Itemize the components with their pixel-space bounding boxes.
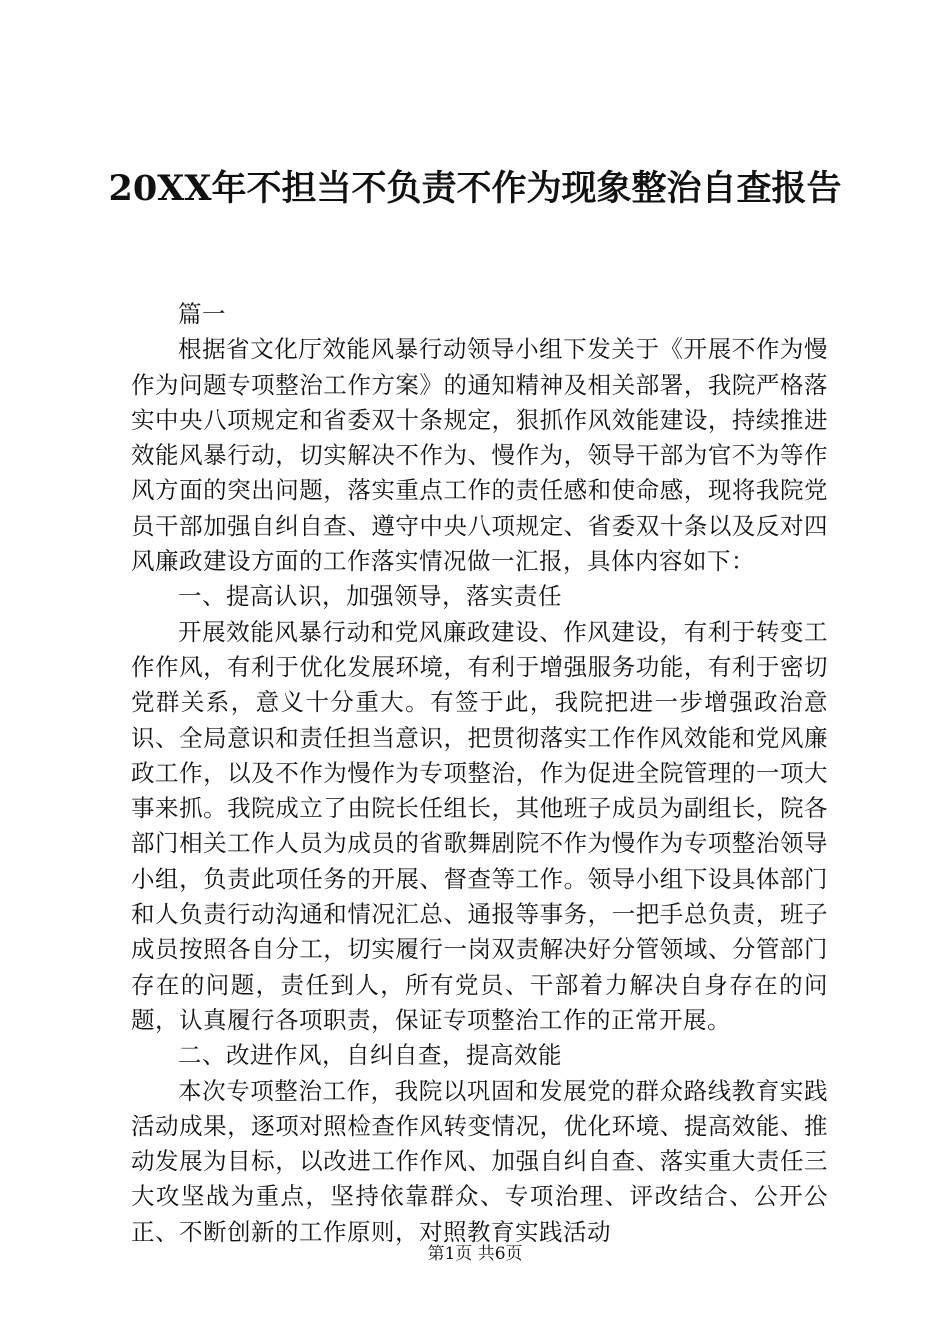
paragraph-2: 本次专项整治工作，我院以巩固和发展党的群众路线教育实践活动成果，逐项对照检查作风转变情况，优化环境、提高效能、推动发展为目标，以改进工作作风、加强自纠自查、落实重大责任三大攻坚战为重点，坚持依靠群众、专项治理、评改结合、公开公正、不断创新的工作原则，对照教育实践活动 [131, 1076, 828, 1246]
document-body [131, 297, 828, 1250]
intro-paragraph: 根据省文化厅效能风暴行动领导小组下发关于《开展不作为慢作为问题专项整治工作方案》的通知精神及相关部署，我院严格落实中央八项规定和省委双十条规定，狠抓作风效能建设，持续推进效能风暴行动，切实解决不作为、慢作为，领导干部为官不为等作风方面的突出问题，落实重点工作的责任感和使命感，现将我院党员干部加强自纠自查、遵守中央八项规定、省委双十条以及反对四风廉政建设方面的工作落实情况做一汇报，具体内容如下： [131, 335, 828, 576]
section-heading-1: 一、提高认识，加强领导，落实责任 [178, 582, 562, 611]
paragraph-1: 开展效能风暴行动和党风廉政建设、作风建设，有利于转变工作作风，有利于优化发展环境，有利于增强服务功能，有利于密切党群关系，意义十分重大。有签于此，我院把进一步增强政治意识、全局意识和责任担当意识，把贯彻落实工作作风效能和党风廉政工作，以及不作为慢作为专项整治，作为促进全院管理的一项大事来抓。我院成立了由院长任组长，其他班子成员为副组长，院各部门相关工作人员为成员的省歌舞剧院不作为慢作为专项整治领导小组，负责此项任务的开展、督查等工作。领导小组下设具体部门和人负责行动沟通和情况汇总、通报等事务，一把手总负责，班子成员按照各自分工，切实履行一岗双责解决好分管领域、分管部门存在的问题，责任到人，所有党员、干部着力解决自身存在的问题，认真履行各项职责，保证专项整治工作的正常开展。 [131, 617, 828, 1034]
page-footer: 第1页 共6页 [427, 1244, 523, 1264]
section-heading-2: 二、改进作风，自纠自查，提高效能 [178, 1041, 562, 1070]
document-title: 20XX年不担当不负责不作为现象整治自查报告 [108, 168, 842, 209]
section-label: 篇一 [178, 300, 226, 328]
